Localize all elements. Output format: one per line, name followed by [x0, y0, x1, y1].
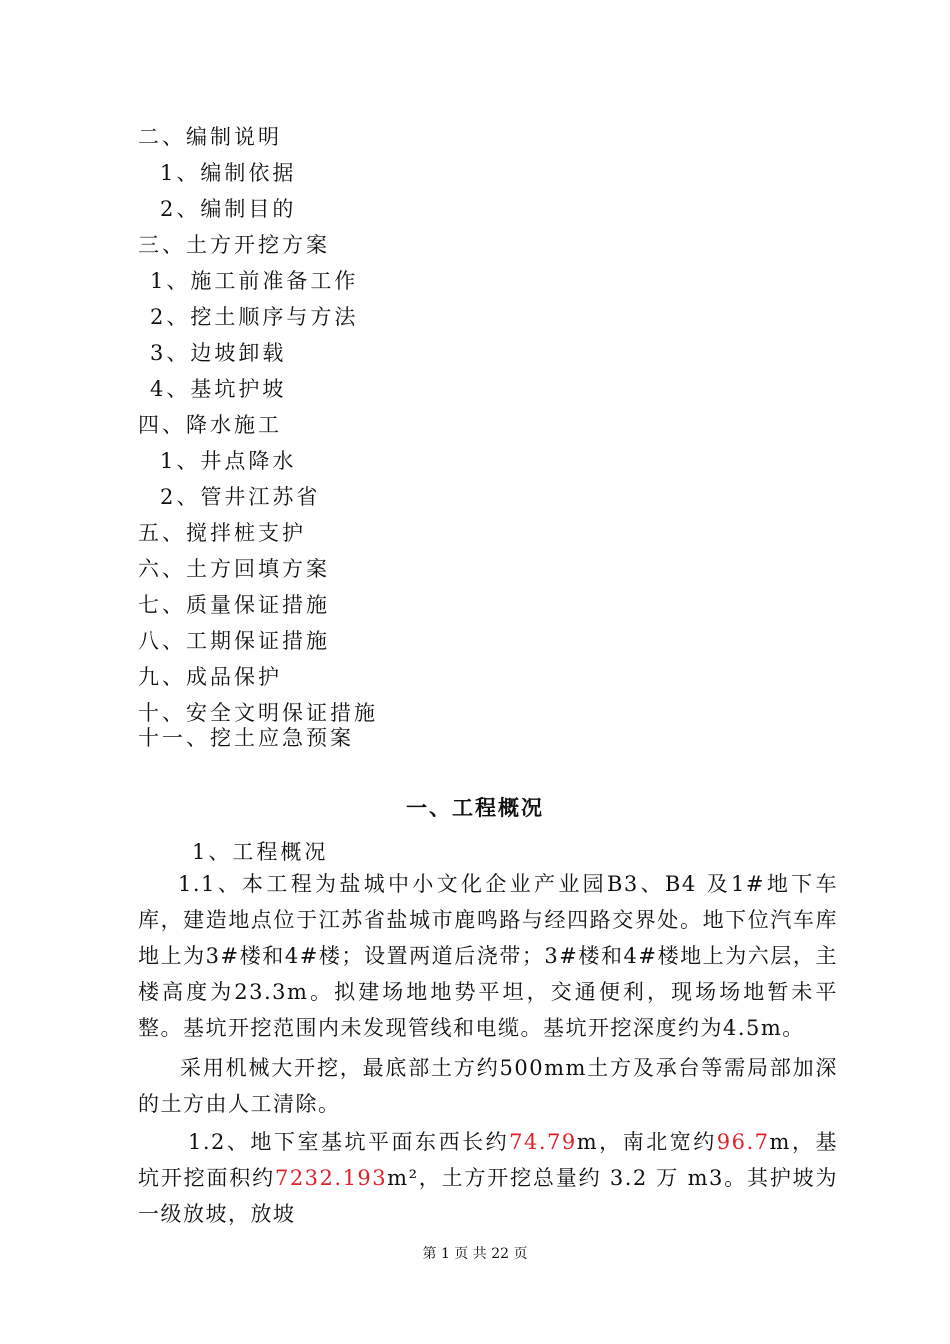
paragraph-pit-dimensions: [138, 1124, 838, 1232]
toc-item: 1、编制依据: [160, 161, 297, 185]
toc-item: 十一、挖土应急预案: [138, 726, 354, 750]
subsection-heading: 1、工程概况: [192, 840, 329, 864]
toc-item: 4、基坑护坡: [150, 377, 287, 401]
highlighted-value: 96.7: [716, 1130, 770, 1154]
paragraph-text: 采用机械大开挖，最底部土方约500mm土方及承台等需局部加深的土方由人工清除。: [138, 1056, 838, 1116]
page-footer: 第 1 页 共 22 页: [422, 1246, 528, 1262]
toc-item: 2、编制目的: [160, 197, 297, 221]
section-heading: 一、工程概况: [406, 796, 544, 820]
toc-item: 四、降水施工: [138, 413, 282, 437]
text-run: m，基坑开挖面积约: [138, 1130, 838, 1190]
paragraph-excavation-method: [138, 1050, 838, 1122]
text-run: 1.2、地下室基坑平面东西长约: [188, 1130, 510, 1154]
toc-item: 五、搅拌桩支护: [138, 521, 306, 545]
toc-item: 2、管井江苏省: [160, 485, 321, 509]
toc-item: 十、安全文明保证措施: [138, 701, 378, 725]
highlighted-value: 74.79: [509, 1130, 577, 1154]
toc-item: 3、边坡卸载: [150, 341, 287, 365]
paragraph-project-overview: [138, 866, 838, 1046]
toc-item: 六、土方回填方案: [138, 557, 330, 581]
toc-item: 1、施工前准备工作: [150, 269, 359, 293]
toc-item: 2、挖土顺序与方法: [150, 305, 359, 329]
toc-item: 八、工期保证措施: [138, 629, 330, 653]
toc-item: 九、成品保护: [138, 665, 282, 689]
toc-item: 三、土方开挖方案: [138, 233, 330, 257]
highlighted-value: 7232.193: [274, 1166, 388, 1190]
paragraph-text: 1.1、本工程为盐城中小文化企业产业园B3、B4 及1#地下车库，建造地点位于江苏省盐城市鹿鸣路与经四路交界处。地下位汽车库地上为3#楼和4#楼；设置两道后浇带；3#楼和4#楼地上为六层，主楼高度为23.3m。拟建场地地势平坦，交通便利，现场场地暂未平整。基坑开挖范围内未发现管线和电缆。基坑开挖深度约为4.5m。: [138, 872, 838, 1040]
toc-item: 1、井点降水: [160, 449, 297, 473]
text-run: m²，土方开挖总量约 3.2 万 m3。其护坡为一级放坡，放坡: [138, 1166, 839, 1226]
text-run: m，南北宽约: [576, 1130, 717, 1154]
toc-item: 七、质量保证措施: [138, 593, 330, 617]
toc-item: 二、编制说明: [138, 125, 282, 149]
paragraph-text: [138, 1124, 838, 1232]
